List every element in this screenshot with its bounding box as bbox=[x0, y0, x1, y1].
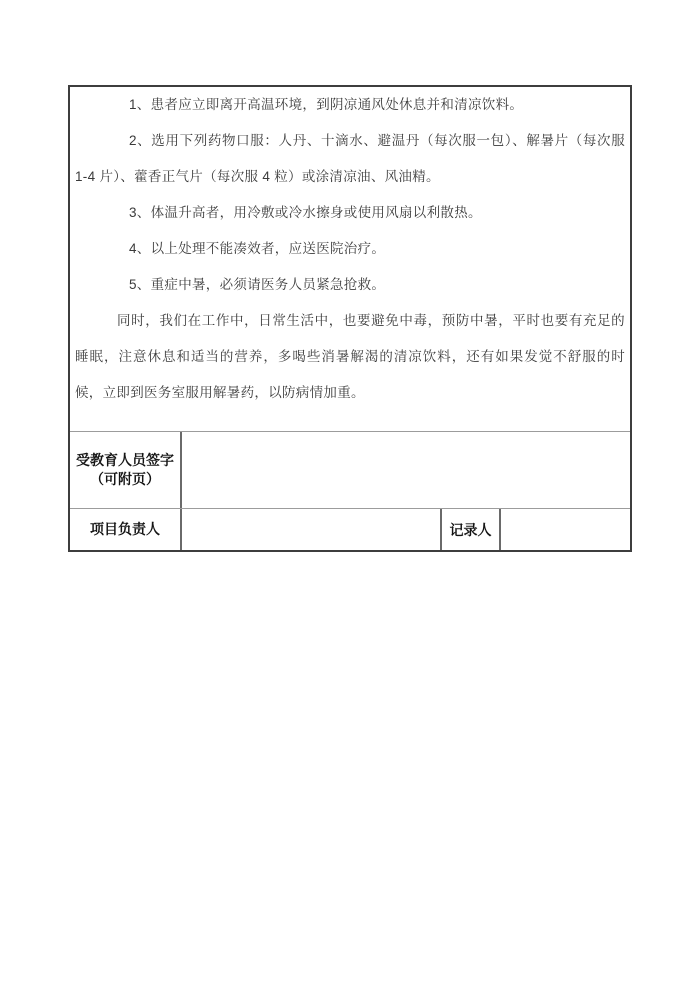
recorder-field[interactable] bbox=[501, 509, 630, 550]
trainee-signature-label-line2: （可附页） bbox=[90, 471, 160, 487]
project-leader-label: 项目负责人 bbox=[90, 521, 160, 537]
project-leader-field[interactable] bbox=[182, 509, 442, 550]
first-aid-item-1: 1、患者应立即离开高温环境，到阴凉通风处休息并和清凉饮料。 bbox=[129, 97, 524, 112]
first-aid-item-4: 4、以上处理不能凑效者，应送医院治疗。 bbox=[129, 241, 386, 256]
first-aid-item-3: 3、体温升高者，用冷敷或冷水擦身或使用风扇以利散热。 bbox=[129, 205, 482, 220]
first-aid-item-2: 2、选用下列药物口服：人丹、十滴水、避温丹（每次服一包）、解暑片（每次服1-4 片）、藿香正气片（每次服 4 粒）或涂清凉油、风油精。 bbox=[75, 133, 625, 184]
first-aid-item-5: 5、重症中暑，必须请医务人员紧急抢救。 bbox=[129, 277, 386, 292]
education-content-cell bbox=[70, 87, 630, 432]
recorder-label: 记录人 bbox=[449, 521, 492, 538]
prevention-paragraph: 同时，我们在工作中，日常生活中，也要避免中毒，预防中暑，平时也要有充足的睡眠，注意休息和适当的营养，多喝些消暑解渴的清凉饮料，还有如果发觉不舒服的时候，立即到医务室服用解暑药，以防病情加重。 bbox=[75, 313, 625, 400]
trainee-signature-field[interactable] bbox=[182, 432, 630, 508]
project-leader-label-cell bbox=[70, 509, 182, 550]
recorder-label-cell bbox=[442, 509, 501, 550]
trainee-signature-label-line1: 受教育人员签字 bbox=[76, 452, 174, 468]
trainee-signature-row bbox=[70, 432, 630, 509]
project-leader-row bbox=[70, 509, 630, 550]
education-record-table bbox=[68, 85, 632, 552]
trainee-signature-label-cell bbox=[70, 432, 182, 508]
